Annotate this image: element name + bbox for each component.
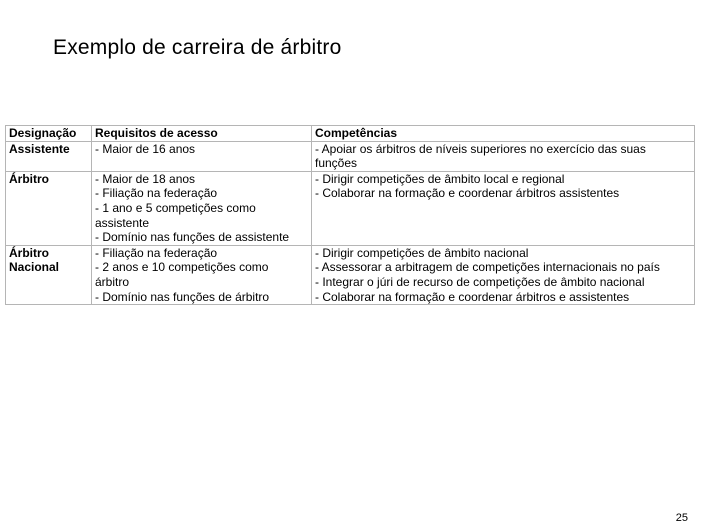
requirement-line: - Domínio nas funções de assistente: [95, 230, 290, 245]
competence-line: funções: [315, 156, 358, 171]
requirement-line: - Filiação na federação: [95, 245, 218, 260]
requirements-cell: [92, 245, 312, 304]
competences-cell: [312, 141, 695, 171]
table-row-arbitro-nacional: [6, 245, 695, 304]
table-header-row: [6, 126, 695, 142]
table-row-arbitro: [6, 171, 695, 245]
requirements-cell: [92, 141, 312, 171]
header-competences: Competências: [312, 126, 695, 142]
requirement-line: - Domínio nas funções de árbitro: [95, 289, 270, 304]
competence-line: - Colaborar na formação e coordenar árbitros e assistentes: [315, 289, 630, 304]
header-requirements: Requisitos de acesso: [92, 126, 312, 142]
requirement-line: - Maior de 18 anos: [95, 171, 196, 186]
requirements-cell: [92, 171, 312, 245]
requirement-line: - 1 ano e 5 competições como: [95, 200, 256, 215]
designation-cell: [6, 141, 92, 171]
slide-title: Exemplo de carreira de árbitro: [53, 36, 342, 59]
designation-line: Árbitro: [9, 171, 49, 186]
designation-line: Assistente: [9, 141, 70, 156]
page-number: 25: [675, 512, 688, 524]
designation-cell: [6, 245, 92, 304]
competences-cell: [312, 245, 695, 304]
competence-line: - Colaborar na formação e coordenar árbitros assistentes: [315, 186, 620, 201]
competence-line: - Apoiar os árbitros de níveis superiores no exercício das suas: [315, 141, 646, 156]
competences-cell: [312, 171, 695, 245]
table-row-assistente: [6, 141, 695, 171]
competence-line: - Assessorar a arbitragem de competições internacionais no país: [315, 260, 660, 275]
competence-line: - Dirigir competições de âmbito local e regional: [315, 171, 565, 186]
designation-line: Árbitro: [9, 245, 49, 260]
requirement-line: - Maior de 16 anos: [95, 141, 196, 156]
competence-line: - Integrar o júri de recurso de competições de âmbito nacional: [315, 274, 645, 289]
requirement-line: árbitro: [95, 274, 130, 289]
career-table: [5, 125, 695, 305]
designation-line: Nacional: [9, 260, 60, 275]
competence-line: - Dirigir competições de âmbito nacional: [315, 245, 529, 260]
header-designation: Designação: [6, 126, 92, 142]
requirement-line: - Filiação na federação: [95, 186, 218, 201]
designation-cell: [6, 171, 92, 245]
requirement-line: assistente: [95, 215, 150, 230]
requirement-line: - 2 anos e 10 competições como: [95, 260, 269, 275]
